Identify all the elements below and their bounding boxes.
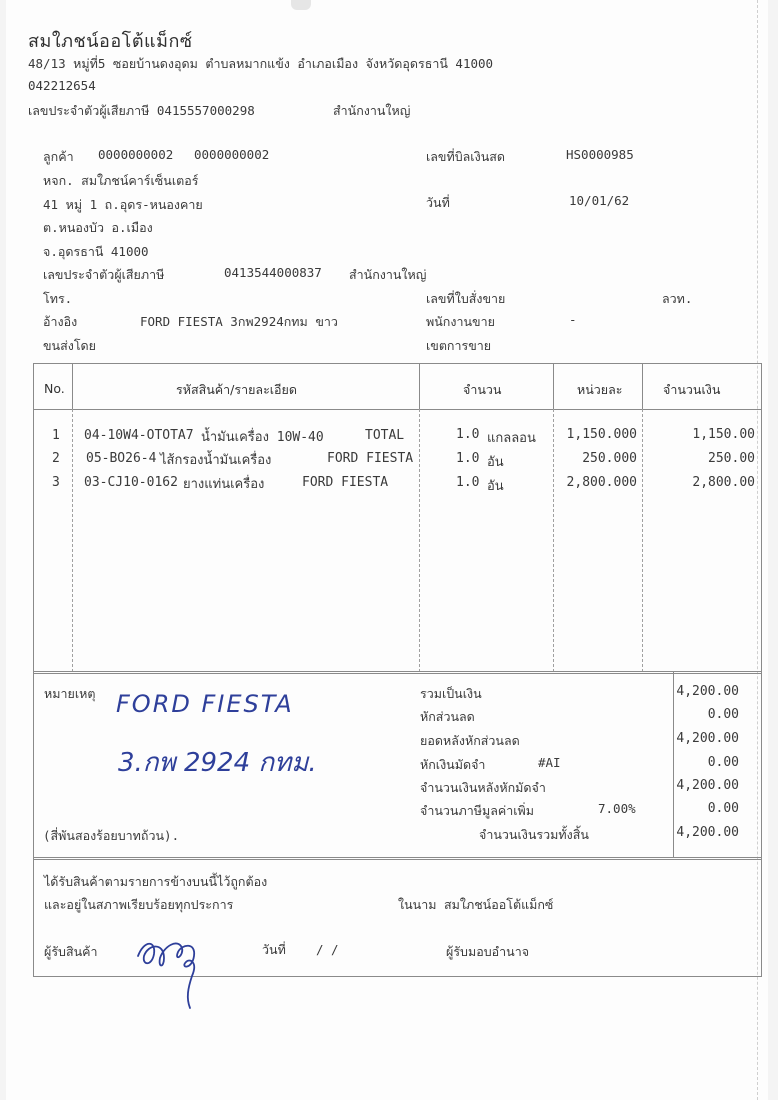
vat-value: 0.00 [707,801,739,816]
handwritten-car-model: FORD FIESTA [116,690,294,718]
invoice-sales-value: - [569,312,577,327]
table-row-unit: อัน [487,479,504,494]
vat-label: จำนวนภาษีมูลค่าเพิ่ม [420,803,534,818]
table-row-price: 2,800.000 [566,475,637,490]
customer-tax-id: 0413544000837 [224,265,322,280]
customer-branch: สำนักงานใหญ่ [349,267,427,282]
invoice-area-label: เขตการขาย [426,338,492,353]
deposit-label: หักเงินมัดจำ [420,757,486,772]
handwritten-plate: 3.กพ 2924 กทม. [118,748,317,778]
receiver-label: ผู้รับสินค้า [44,944,98,959]
table-row-name: ยางแท่นเครื่อง [183,477,265,492]
table-row-amount: 2,800.00 [692,475,755,490]
deposit-value: 0.00 [707,755,739,770]
total-label: รวมเป็นเงิน [420,686,482,701]
discount-value: 0.00 [707,707,739,722]
signature-mark [134,918,208,1010]
table-row-unit: อัน [487,455,504,470]
company-name: สมใภชน์ออโต้แม็กซ์ [28,31,193,52]
company-tax [28,101,255,121]
received-line1: ได้รับสินค้าตามรายการข้างบนนี้ไว้ถูกต้อง [44,874,268,889]
company-phone: 042212654 [28,78,96,93]
customer-tax-label: เลขประจำตัวผู้เสียภาษี [43,267,165,282]
customer-phone-label: โทร. [43,291,73,306]
invoice-no: HS0000985 [566,147,634,162]
total-value: 4,200.00 [676,684,739,699]
header-no: No. [44,381,65,396]
table-row-price: 1,150.000 [566,427,637,442]
deposit-ref: #AI [538,755,561,770]
company-tax-id: 0415557000298 [156,103,255,118]
invoice-sales-label: พนักงานขาย [426,314,495,329]
after-discount-label: ยอดหลังหักส่วนลด [420,733,520,748]
company-address: 48/13 หมู่ที่5 ซอยบ้านดงอุดม ตำบลหมากแข้ง อำเภอเมือง จังหวัดอุดรธานี 41000 [28,56,494,71]
invoice-no-label: เลขที่บิลเงินสด [426,149,505,164]
after-discount-value: 4,200.00 [676,731,739,746]
table-row-code: 03-CJ10-0162 [84,475,178,490]
table-row-amount: 1,150.00 [692,427,755,442]
header-desc: รหัสสินค้า/รายละเอียด [176,382,298,397]
company-tax-label: เลขประจำตัวผู้เสียภาษี [28,103,150,118]
table-row-name: ไส้กรองน้ำมันเครื่อง [160,453,272,468]
table-row-amount: 250.00 [708,451,755,466]
remarks-label: หมายเหตุ [44,686,96,701]
invoice-date-label: วันที่ [426,195,450,210]
vat-rate: 7.00% [598,801,636,816]
grand-total-label: จำนวนเงินรวมทั้งสิ้น [479,827,589,842]
table-header-divider [33,409,761,410]
table-row-qty: 1.0 [456,451,480,466]
table-row-brand: FORD FIESTA [302,475,389,490]
table-row-unit: แกลลอน [487,431,536,446]
customer-code1: 0000000002 [98,147,174,162]
table-row-brand: TOTAL [365,428,405,443]
customer-ref-value: FORD FIESTA 3กพ2924กทม ขาว [140,314,338,329]
after-deposit-label: จำนวนเงินหลังหักมัดจำ [420,780,546,795]
header-qty: จำนวน [463,382,502,397]
discount-label: หักส่วนลด [420,709,475,724]
received-line2: และอยู่ในสภาพเรียบร้อยทุกประการ [44,897,234,912]
authorized-label: ผู้รับมอบอำนาจ [446,944,530,959]
table-row-brand: FORD FIESTA [327,451,414,466]
customer-code2: 0000000002 [194,147,270,162]
table-row-no: 2 [52,451,60,466]
table-row-price: 250.000 [582,451,637,466]
table-row-code: 04-10W4-OTOTA7 [84,428,194,443]
customer-ship-label: ขนส่งโดย [43,338,96,353]
receipt-paper [6,0,768,1100]
on-behalf: ในนาม สมใภชน์ออโต้แม็กซ์ [398,897,554,912]
customer-address3: จ.อุดรธานี 41000 [43,244,149,259]
invoice-po-label: เลขที่ใบสั่งขาย [426,291,506,306]
customer-name: หจก. สมใภชน์คาร์เซ็นเตอร์ [43,173,199,188]
after-deposit-value: 4,200.00 [676,778,739,793]
grand-total-value: 4,200.00 [676,825,739,840]
header-amount: จำนวนเงิน [663,382,721,397]
customer-label: ลูกค้า [43,149,74,164]
paper-tear [291,0,311,10]
receiver-date-slashes: / / [316,942,339,957]
table-row-name: น้ำมันเครื่อง 10W-40 [201,430,324,445]
amount-in-words: (สี่พันสองร้อยบาทถ้วน). [43,828,180,843]
table-row-no: 1 [52,428,60,443]
table-row-code: 05-BO26-4 [86,451,157,466]
receiver-date-label: วันที่ [262,942,286,957]
table-row-qty: 1.0 [456,475,480,490]
customer-address1: 41 หมู่ 1 ถ.อุดร-หนองคาย [43,197,203,212]
customer-ref-label: อ้างอิง [43,314,78,329]
table-row-qty: 1.0 [456,427,480,442]
customer-address2: ต.หนองบัว อ.เมือง [43,220,153,235]
table-row-no: 3 [52,475,60,490]
invoice-date: 10/01/62 [569,193,630,208]
company-branch: สำนักงานใหญ่ [333,103,411,118]
header-unit-price: หน่วยละ [577,382,623,397]
invoice-po-value: ลวท. [662,291,693,306]
